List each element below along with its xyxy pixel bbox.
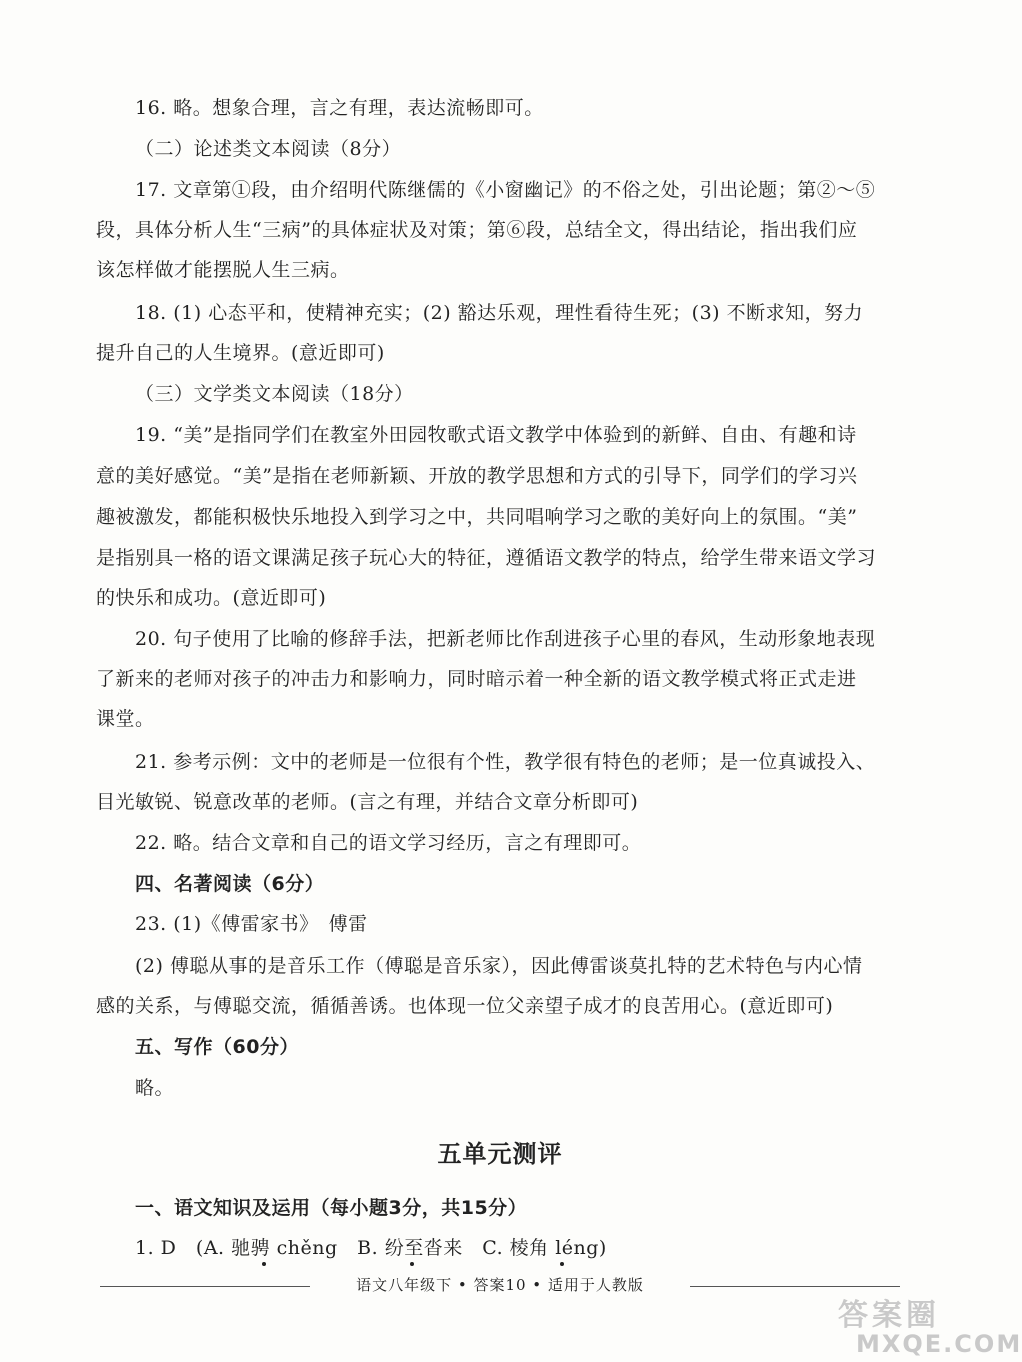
section-argumentative-reading: （二）论述类文本阅读（8分） [135,138,402,160]
answer-1: 1. D (A. 驰骋 chěng B. 纷至沓来 C. 棱角 léng) [135,1237,607,1259]
answer-19-line5: 的快乐和成功。(意近即可) [96,587,327,609]
answer-20-line2: 了新来的老师对孩子的冲击力和影响力，同时暗示着一种全新的语文教学模式将正式走进 [96,668,857,690]
answer-writing: 略。 [135,1077,175,1099]
answer-23-part1: 23. (1)《傅雷家书》 傅雷 [135,913,368,935]
section-subheading: 一、语文知识及运用（每小题3分，共15分） [135,1197,528,1219]
answer-23-part2-line1: (2) 傅聪从事的是音乐工作（傅聪是音乐家），因此傅雷谈莫扎特的艺术特色与内心情 [135,955,863,977]
answer-17-line2: 段，具体分析人生“三病”的具体症状及对策；第⑥段，总结全文，得出结论，指出我们应 [96,219,858,241]
emphasis-dot [262,1262,266,1266]
emphasis-dot [410,1262,414,1266]
footer-text: 语文八年级下 • 答案10 • 适用于人教版 [350,1276,650,1294]
answer-20-line3: 课堂。 [96,708,155,730]
answer-19-line4: 是指别具一格的语文课满足孩子玩心大的特征，遵循语文教学的特点，给学生带来语文学习 [96,547,877,569]
page-footer [100,1272,900,1300]
watermark-logo: 答案圈 [838,1298,940,1333]
answer-21-line2: 目光敏锐、锐意改革的老师。(言之有理，并结合文章分析即可) [96,791,639,813]
answer-19-line3: 趣被激发，都能积极快乐地投入到学习之中，共同唱响学习之歌的美好向上的氛围。“美” [96,506,858,528]
answer-18-line2: 提升自己的人生境界。(意近即可) [96,342,385,364]
watermark-url: MXQE.COM [856,1330,1022,1358]
answer-17-line3: 该怎样做才能摆脱人生三病。 [96,259,350,281]
answer-16: 16. 略。想象合理，言之有理，表达流畅即可。 [135,97,544,119]
answer-17-line1: 17. 文章第①段，由介绍明代陈继儒的《小窗幽记》的不俗之处，引出论题；第②～⑤ [135,179,876,201]
section-writing: 五、写作（60分） [135,1036,299,1058]
answer-19-line2: 意的美好感觉。“美”是指在老师新颖、开放的教学思想和方式的引导下，同学们的学习兴 [96,465,858,487]
answer-20-line1: 20. 句子使用了比喻的修辞手法，把新老师比作刮进孩子心里的春风，生动形象地表现 [135,628,876,650]
answer-21-line1: 21. 参考示例：文中的老师是一位很有个性，教学很有特色的老师；是一位真诚投入、 [135,751,876,773]
section-title: 五单元测评 [437,1140,563,1168]
answer-23-part2-line2: 感的关系，与傅聪交流，循循善诱。也体现一位父亲望子成才的良苦用心。(意近即可) [96,995,834,1017]
answer-18-line1: 18. (1) 心态平和，使精神充实；(2) 豁达乐观，理性看待生死；(3) 不断求知，努力 [135,302,864,324]
watermark [828,1290,1022,1362]
section-literary-reading: （三）文学类文本阅读（18分） [135,383,414,405]
answer-19-line1: 19. “美”是指同学们在教室外田园牧歌式语文教学中体验到的新鲜、自由、有趣和诗 [135,424,857,446]
answer-22: 22. 略。结合文章和自己的语文学习经历，言之有理即可。 [135,832,642,854]
section-classics-reading: 四、名著阅读（6分） [135,873,325,895]
emphasis-dot [560,1262,564,1266]
